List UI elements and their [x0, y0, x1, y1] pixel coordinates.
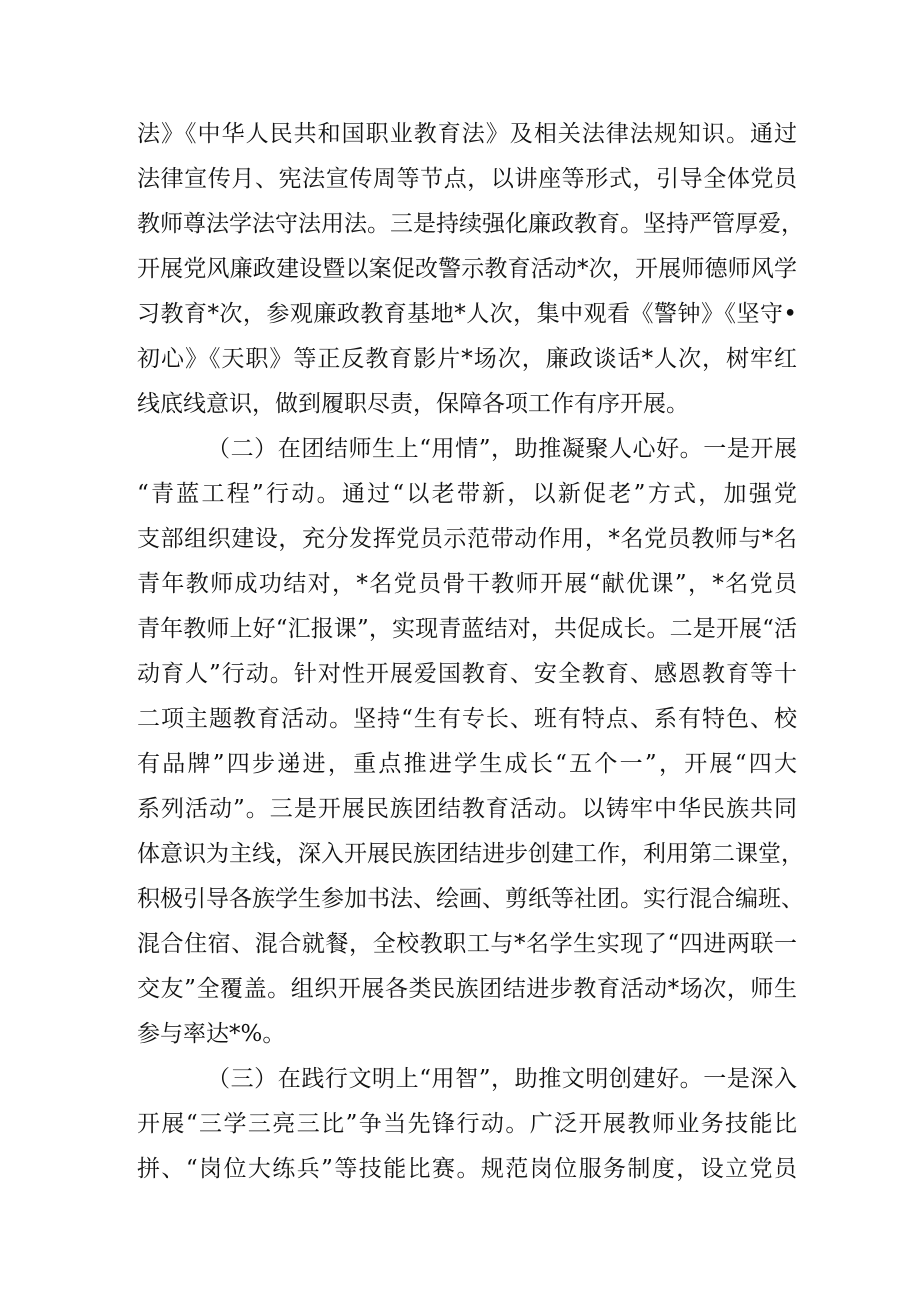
text-line: 交友”全覆盖。组织开展各类民族团结进步教育活动*场次，师生: [137, 976, 797, 1002]
text-line: 系列活动”。三是开展民族团结教育活动。以铸牢中华民族共同: [137, 796, 797, 822]
text-line: 线底线意识，做到履职尽责，保障各项工作有序开展。: [137, 391, 689, 417]
text-line: 动育人”行动。针对性开展爱国教育、安全教育、感恩教育等十: [137, 661, 797, 687]
text-line: 开展党风廉政建设暨以案促改警示教育活动*次，开展师德师风学: [137, 256, 797, 282]
paragraph-1: [137, 112, 804, 427]
text-line: 混合住宿、混合就餐，全校教职工与*名学生实现了“四进两联一: [137, 931, 797, 957]
text-line: 二项主题教育活动。坚持“生有专长、班有特点、系有特色、校: [137, 706, 797, 732]
paragraph-3: [137, 1057, 797, 1192]
paragraph-2: [137, 427, 804, 1057]
paragraph-heading-line: （三）在践行文明上“用智”，助推文明创建好。一是深入: [207, 1066, 797, 1092]
text-line: 参与率达*%。: [137, 1021, 286, 1047]
text-line: 拼、“岗位大练兵”等技能比赛。规范岗位服务制度，设立党员: [137, 1156, 797, 1182]
document-body: [137, 112, 804, 1192]
text-line: 青年教师上好“汇报课”，实现青蓝结对，共促成长。二是开展“活: [137, 616, 797, 642]
text-line: 初心》《天职》等正反教育影片*场次，廉政谈话*人次，树牢红: [137, 346, 797, 372]
text-line: 习教育*次，参观廉政教育基地*人次，集中观看《警钟》《坚守•: [137, 301, 797, 327]
text-line: 教师尊法学法守法用法。三是持续强化廉政教育。坚持严管厚爱，: [137, 211, 804, 237]
text-line: 法律宣传月、宪法宣传周等节点，以讲座等形式，引导全体党员: [137, 166, 797, 192]
paragraph-heading-line: （二）在团结师生上“用情”，助推凝聚人心好。一是开展: [207, 436, 797, 462]
text-line: “青蓝工程”行动。通过“以老带新，以新促老”方式，加强党: [137, 481, 797, 507]
text-line: 法》《中华人民共和国职业教育法》及相关法律法规知识。通过: [137, 121, 797, 147]
text-line: 开展“三学三亮三比”争当先锋行动。广泛开展教师业务技能比: [137, 1111, 797, 1137]
text-line: 有品牌”四步递进，重点推进学生成长“五个一”，开展“四大: [137, 751, 797, 777]
text-line: 体意识为主线，深入开展民族团结进步创建工作，利用第二课堂，: [137, 841, 804, 867]
text-line: 青年教师成功结对，*名党员骨干教师开展“献优课”，*名党员: [137, 571, 797, 597]
text-line: 积极引导各族学生参加书法、绘画、剪纸等社团。实行混合编班、: [137, 886, 804, 912]
text-line: 支部组织建设，充分发挥党员示范带动作用，*名党员教师与*名: [137, 526, 797, 552]
